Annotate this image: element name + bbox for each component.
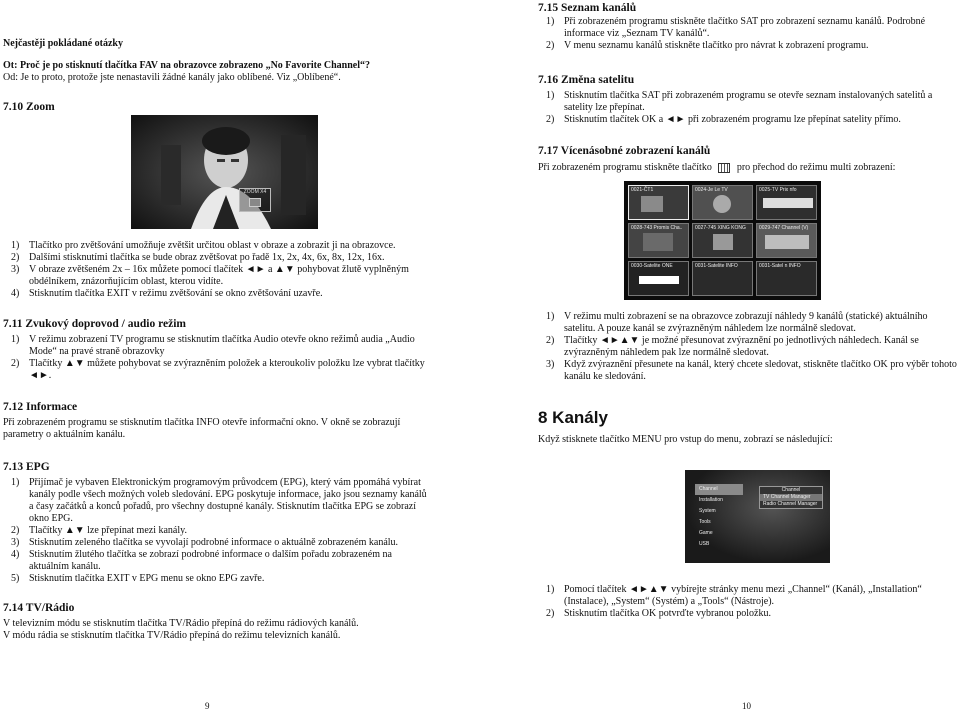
preview-tile: 0028-743 Promis Cha.. — [628, 223, 689, 258]
zoom-heading: 7.10 Zoom — [3, 101, 55, 113]
preview-tile: 0027-745 XING KONG — [692, 223, 753, 258]
chlist-list — [538, 16, 958, 52]
tvradio-line: V televizním módu se stisknutím tlačítka TV/Rádio přepíná do režimu rádiových kanálů. — [3, 618, 359, 629]
channels-heading: 8 Kanály — [538, 408, 608, 427]
menu-item-tools[interactable]: Tools — [699, 519, 711, 525]
list-item: 4) Stisknutím tlačítka EXIT v režimu zvětšování se okno zvětšování uzavře. — [11, 288, 323, 299]
menu-item-game[interactable]: Game — [699, 530, 713, 536]
info-text: Při zobrazeném programu se stisknutím tlačítka INFO otevře informační okno. V okně se zobrazují parametry o aktuálním kanálu. — [3, 417, 401, 440]
list-item: 1) Pomocí tlačítek ◄►▲▼ vybírejte stránky menu mezi „Channel“ (Kanál), „Installation“ (Instalace), „System“ (Systém) a „Tools“ (Nástroje). — [546, 584, 922, 607]
preview-tile: 0031-Satel n INFO — [756, 261, 817, 296]
zoom-area-rectangle — [249, 198, 261, 207]
audio-list — [3, 334, 431, 382]
audio-heading: 7.11 Zvukový doprovod / audio režim — [3, 318, 186, 330]
list-item: 3) Stisknutím zeleného tlačítka se vyvolají podrobné informace o aktuálně zobrazeném kanálu. — [11, 537, 399, 548]
zoom-screenshot — [131, 115, 318, 229]
sat-heading: 7.16 Změna satelitu — [538, 74, 635, 86]
faq-question: Ot: Proč je po stisknutí tlačítka FAV na obrazovce zobrazeno „No Favorite Channel“? — [3, 60, 371, 71]
list-item: 1) Stisknutím tlačítka SAT při zobrazeném programu se otevře seznam instalovaných satelitů a satelity lze přepínat. — [546, 90, 933, 113]
faq-title: Nejčastěji pokládané otázky — [3, 38, 123, 49]
list-item: 2) Tlačítky ▲▼ můžete pohybovat se zvýrazněním položek a kteroukoliv položku lze vybrat tlačítky ◄►. — [11, 358, 425, 381]
list-item: 2) Tlačítky ▲▼ lze přepínat mezi kanály. — [11, 525, 187, 536]
submenu-panel — [759, 486, 823, 509]
menu-item-usb[interactable]: USB — [699, 541, 710, 547]
list-item: 1) Přijímač je vybaven Elektronickým programovým průvodcem (EPG), který vám ppomáhá vybírat kanály podle všech možných voleb sledování. EPG poskytuje informace, jako jsou seznamy kanálů a časy začátků a konců pořadů, pro všechny dostupné kanály. Stisknutím tlačítka EPG se zobrazí okno EPG. — [11, 477, 427, 524]
epg-list — [3, 477, 431, 585]
zoom-list — [3, 240, 443, 300]
list-item: 5) Stisknutím tlačítka EXIT v EPG menu se okno EPG zavře. — [11, 573, 265, 584]
channels-list — [538, 584, 958, 620]
channels-intro: Když stisknete tlačítko MENU pro vstup do menu, zobrazí se následující: — [538, 434, 833, 445]
zoom-osd-label: ZOOM X4 — [243, 189, 267, 195]
sat-list — [538, 90, 958, 126]
submenu-item-radio-manager[interactable]: Radio Channel Manager — [763, 501, 818, 507]
list-item: 4) Stisknutím žlutého tlačítka se zobrazí podrobné informace o dalším pořadu zobrazeném na aktuálním kanálu. — [11, 549, 392, 572]
zoom-photo — [131, 115, 318, 229]
preview-tile: 0030-Satelite ONE — [628, 261, 689, 296]
list-item: 2) V menu seznamu kanálů stiskněte tlačítko pro návrat k zobrazení programu. — [546, 40, 869, 51]
list-item: 2) Tlačítky ◄►▲▼ je možné přesunovat zvýraznění po jednotlivých náhledech. Kanál se zvýrazněným náhledem pak lze normálně sledovat. — [546, 335, 919, 358]
submenu-item-tv-manager[interactable]: TV Channel Manager — [760, 494, 822, 501]
list-item: 3) Když zvýraznění přesunete na kanál, který chcete sledovat, stiskněte tlačítko OK pro výběr tohoto kanálu ke sledování. — [546, 359, 957, 382]
info-heading: 7.12 Informace — [3, 401, 78, 413]
tvradio-heading: 7.14 TV/Rádio — [3, 602, 75, 614]
list-item: 1) V režimu multi zobrazení se na obrazovce zobrazují náhledy 9 kanálů (statické) aktuálního satelitu. A pouze kanál se zvýrazněným náhledem lze normálně sledovat. — [546, 311, 928, 334]
menu-item-installation[interactable]: Installation — [699, 497, 723, 503]
menu-item-system[interactable]: System — [699, 508, 716, 514]
list-item: 1) Při zobrazeném programu stiskněte tlačítko SAT pro zobrazení seznamu kanálů. Podrobné informace viz „Seznam TV kanálů“. — [546, 16, 926, 39]
preview-tile: 0024-Je Le TV — [692, 185, 753, 220]
page-number-left: 9 — [205, 701, 210, 711]
faq-answer: Od: Je to proto, protože jste nenastavili žádné kanály jako oblíbené. Viz „Oblíbené“. — [3, 72, 341, 83]
main-menu — [695, 484, 743, 550]
list-item: 3) V obraze zvětšeném 2x – 16x můžete pomocí tlačítek ◄► a ▲▼ pohybovat žlutě vyplněným obdélníkem, znázorňujícím oblast, kterou vidíte. — [11, 264, 409, 287]
list-item: 1) Tlačítko pro zvětšování umožňuje zvětšit určitou oblast v obraze a zobrazit ji na obrazovce. — [11, 240, 396, 251]
zoom-osd — [239, 188, 271, 212]
multiview-key-icon — [718, 163, 730, 173]
preview-tile: 0031-Satelite INFO — [692, 261, 753, 296]
multiview-screenshot — [624, 181, 821, 300]
faq-section — [3, 38, 443, 84]
list-item: 2) Dalšími stisknutími tlačítka se bude obraz zvětšovat po řadě 1x, 2x, 4x, 6x, 8x, 12x, 16x. — [11, 252, 385, 263]
list-item: 1) V režimu zobrazení TV programu se stisknutím tlačítka Audio otevře okno režimů audia „Audio Mode“ na pravé straně obrazovky — [11, 334, 415, 357]
multi-heading: 7.17 Vícenásobné zobrazení kanálů — [538, 145, 711, 157]
submenu-title: Channel — [781, 487, 801, 493]
multi-list — [538, 311, 958, 383]
multi-intro: Při zobrazeném programu stiskněte tlačítko pro přechod do režimu multi zobrazení: — [538, 162, 896, 173]
preview-tile: 0029-747 Channel (V) — [756, 223, 817, 258]
preview-tile: 0021-ČT1 — [628, 185, 689, 220]
page-number-right: 10 — [742, 701, 751, 711]
tvradio-line: V módu rádia se stisknutím tlačítka TV/Rádio přepíná do režimu televizních kanálů. — [3, 630, 341, 641]
list-item: 2) Stisknutím tlačítek OK a ◄► při zobrazeném programu lze přepínat satelity přímo. — [546, 114, 901, 125]
epg-heading: 7.13 EPG — [3, 461, 50, 473]
tvradio-text — [3, 618, 443, 642]
chlist-heading: 7.15 Seznam kanálů — [538, 2, 637, 14]
preview-tile: 0025-TV Prix nfo — [756, 185, 817, 220]
menu-screenshot — [685, 470, 830, 563]
menu-item-channel[interactable]: Channel — [695, 484, 743, 495]
list-item: 2) Stisknutím tlačítka OK potvrďte vybranou položku. — [546, 608, 771, 619]
